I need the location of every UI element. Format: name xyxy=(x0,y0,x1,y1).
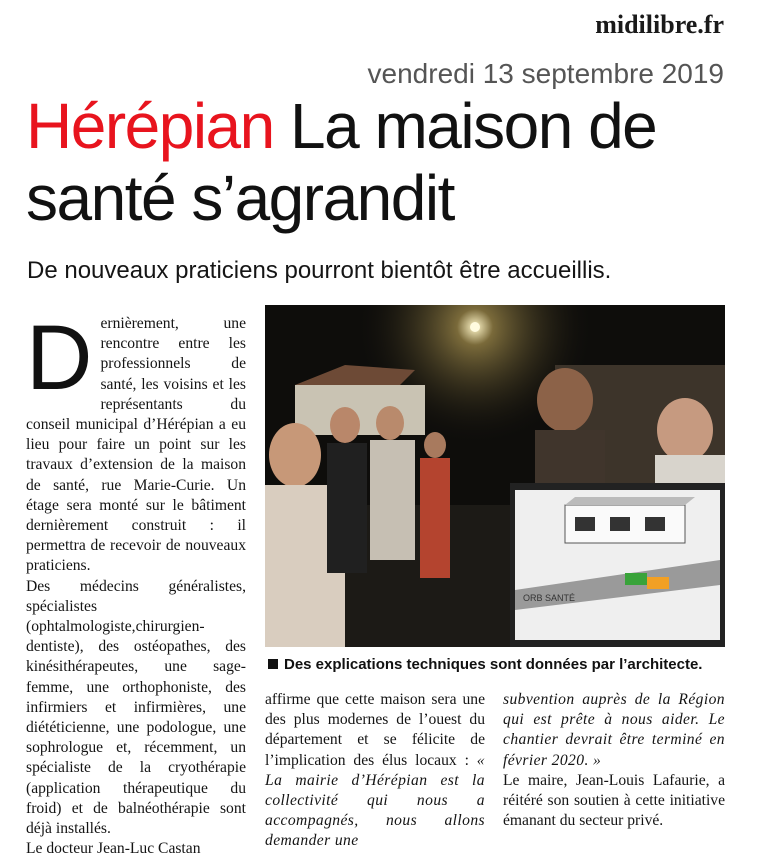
photo-caption xyxy=(268,656,738,673)
headline xyxy=(26,90,736,234)
headline-title: La maison de santé s’agrandit xyxy=(26,90,657,234)
article-column-2 xyxy=(265,690,485,852)
photo-sign-text: ORB SANTÉ xyxy=(523,593,576,603)
article-column-1 xyxy=(26,307,246,859)
article-photo xyxy=(265,305,725,647)
paragraph-mayor: Le maire, Jean-Louis Lafaurie, a réitéré son soutien à cette initiative émanant du secteur privé. xyxy=(503,771,725,830)
headline-kicker: Hérépian xyxy=(26,90,274,162)
caption-text: Des explications techniques sont données par l’architecte. xyxy=(284,656,703,673)
source-name: midilibre.fr xyxy=(595,10,724,39)
quote-part-2: subvention auprès de la Région qui est prête à nous aider. Le chantier devrait être terminé en février 2020. » xyxy=(503,691,725,769)
paragraph-intro: ernièrement, une rencontre entre les professionnels de santé, les voisins et les représentants du conseil municipal d’Hérépian a eu lieu pour faire un point sur les travaux d’extension de la maison de santé, rue Marie-Curie. Un étage sera monté sur le bâtiment dernièrement construit : il permettra de recevoir de nouveaux praticiens. xyxy=(26,315,246,575)
subtitle: De nouveaux praticiens pourront bientôt être accueillis. xyxy=(27,257,612,284)
house xyxy=(295,385,425,435)
quote-lead-text: affirme que cette maison sera une des plus modernes de l’ouest du département et se félicite de l’implication des élus locaux : xyxy=(265,691,485,769)
caption-bullet-icon xyxy=(268,659,278,669)
paragraph-doctor: Le docteur Jean-Luc Castan xyxy=(26,840,201,858)
paragraph-practitioners: Des médecins généralistes, spécialistes (ophtalmologiste,chirurgien-dentiste), des ostéopathes, des kinésithérapeutes, une sage-femme, une orthophoniste, des infirmiers et infirmières, une diététicienne, une podologue, une sophrologue et, récemment, un spécialiste de la cryothérapie (application thérapeutique du froid) et de balnéothérapie sont déjà installés. xyxy=(26,577,246,838)
street-lamp xyxy=(470,322,480,332)
photo-illustration xyxy=(265,305,725,647)
quote-part-1: « La mairie d’Hérépian est la collectivité qui nous a accompagnés, nous allons demander une xyxy=(265,751,485,850)
drop-cap: D xyxy=(26,307,93,409)
publication-date: vendredi 13 septembre 2019 xyxy=(367,58,724,89)
paragraph-quote-start xyxy=(265,690,485,852)
article-column-3 xyxy=(503,690,725,831)
